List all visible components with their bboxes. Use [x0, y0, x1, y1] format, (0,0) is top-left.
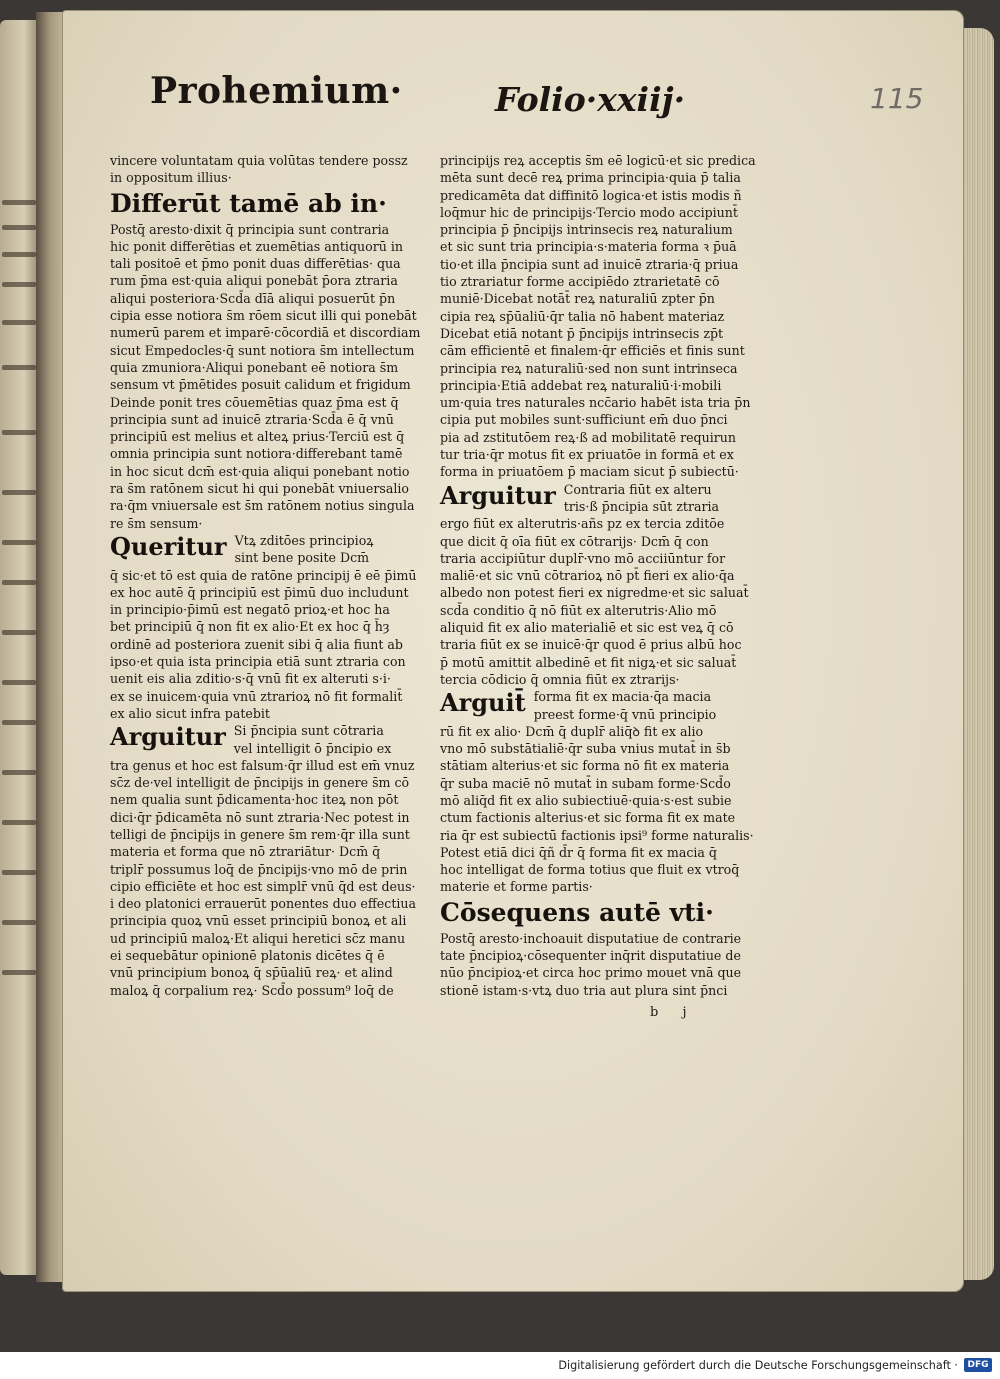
text-line: ud principiū maloꝝ·Et aliqui heretici sc̄z manu — [110, 930, 406, 946]
text-line: ctum factionis alterius·et sic forma fit ex mate — [440, 810, 736, 826]
text-line: tate p̄ncipioꝝ·cōsequenter inq̄rit disputatiue de — [440, 948, 741, 964]
text-line: quia zmuniora·Aliqui ponebant eē notiora s̄m — [110, 359, 399, 375]
text-line: maloꝝ q̄ corpalium reꝝ· Scd̄o possum⁹ loq̄ de — [110, 982, 394, 998]
text-line: loq̄mur hic de principijs·Tercio modo accipiunt̄ — [440, 204, 738, 220]
text-line: in oppositum illius· — [110, 170, 232, 186]
text-line: ex hoc autē q̄ principiū est p̄imū duo includunt — [110, 584, 409, 600]
text-line: principia sunt ad inuicē ztraria·Scd̄a ē q̄ vnū — [110, 411, 394, 427]
text-line: Deinde ponit tres cōuemētias quaz p̄ma est q̄ — [110, 394, 399, 410]
text-line: ria q̄r est subiectū factionis ipsi⁹ forme naturalis· — [440, 827, 754, 843]
text-line: q̄ sic·et tō est quia de ratōne principij ē eē p̄imū — [110, 567, 417, 583]
text-line: hoc intelligat de forma totius que fluit ex vtroq̄ — [440, 862, 740, 878]
text-line: vincere voluntatam quia volūtas tendere possz — [110, 153, 408, 168]
text-line: principijs reꝝ acceptis s̄m eē logicū·et sic predica — [440, 153, 756, 168]
text-line: tur tria·q̄r motus fit ex priuatōe in formā et ex — [440, 447, 734, 463]
text-line: materie et forme partis· — [440, 879, 593, 895]
left-lines-a — [110, 221, 421, 532]
text-line: in principio·p̄imū est negatō prioꝝ·et hoc ha — [110, 602, 390, 618]
left-column — [110, 152, 421, 999]
dfg-logo: DFG — [964, 1358, 992, 1372]
text-line: Postq̄ aresto·dixit q̄ principia sunt contraria — [110, 221, 390, 237]
text-line: hic ponit differētias et zuemētias antiquorū in — [110, 238, 403, 254]
text-line: i deo platonici errauerūt ponentes duo effectiua — [110, 896, 417, 912]
text-line: principia reꝝ naturaliū·sed non sunt intrinseca — [440, 360, 738, 376]
text-line: cipia esse notiora s̄m rōem sicut illi qui ponebāt — [110, 308, 417, 324]
text-line: mō aliq̄d fit ex alio subiectiuē·quia·s·est subie — [440, 792, 732, 808]
text-line: tio·et illa p̄ncipia sunt ad inuicē ztraria·q̄ priua — [440, 256, 739, 272]
text-line: aliqui posteriora·Scd̄a dīā aliqui posuerūt p̄n — [110, 290, 396, 306]
text-line: preest forme·q̄ vnū principio — [533, 706, 717, 722]
text-line: ex alio sicut infra patebit — [110, 705, 270, 721]
text-line: rum p̄ma est·quia aliqui ponebāt p̄ora ztraria — [110, 273, 398, 289]
text-line: ra·q̄m vniuersale est s̄m ratōnem notius singula — [110, 498, 415, 514]
text-line: ipso·et quia ista principia etiā sunt ztraria con — [110, 654, 406, 670]
text-line: forma in priuatōem p̄ maciam sicut p̄ subiectū· — [440, 464, 739, 480]
right-column — [440, 152, 756, 999]
text-line: Dicebat etiā notant p̄ p̄ncipijs intrinsecis zp̄t — [440, 325, 724, 341]
text-line: Postq̄ aresto·inchoauit disputatiue de contrarie — [440, 930, 742, 946]
text-line: et sic sunt tria principia·s·materia forma ꝛ p̄uā — [440, 239, 737, 255]
text-line: triplr̄ possumus loq̄ de p̄ncipijs·vno mō de prin — [110, 861, 408, 877]
text-line: omnia principia sunt notiora·differebant tamē — [110, 446, 403, 462]
text-line: forma fit ex macia·q̄a macia — [533, 689, 712, 705]
text-line: mēta sunt decē reꝝ prima principia·quia p̄ talia — [440, 170, 741, 186]
text-line: Contraria fiūt ex alteru — [563, 481, 712, 497]
left-top-lines — [110, 152, 408, 187]
right-lines-d — [440, 930, 742, 999]
text-line: in hoc sicut dcm̄ est·quia aliqui ponebant notio — [110, 463, 410, 479]
text-line: ei sequebātur opinionē platonis dicētes q̄ ē — [110, 948, 385, 964]
text-line: tris·ß p̄ncipia sūt ztraria — [563, 498, 720, 514]
text-line: principia·Etiā addebat reꝝ naturaliū·i·mobili — [440, 377, 722, 393]
text-line: um·quia tres naturales ncc̄ario habēt ista tria p̄n — [440, 395, 751, 411]
text-line: vnū principium bonoꝝ q̄ sp̄ūaliū reꝝ· et alind — [110, 965, 393, 981]
text-line: Vtꝝ zditōes principioꝝ — [234, 532, 374, 548]
lead-word-arguitur-right: Arguitur — [440, 480, 556, 510]
section-heading-consequens: Cōsequens autē vti· — [440, 897, 714, 927]
text-line: Potest etiā dici q̄ñ d̄r q̄ forma fit ex macia q̄ — [440, 844, 717, 860]
lead-word-queritur: Queritur — [110, 531, 227, 561]
footer-bar — [0, 1352, 1000, 1379]
left-page-edge — [0, 20, 40, 1275]
lead-block-queritur — [110, 532, 400, 567]
text-line: sint bene posite Dcm̄ — [234, 550, 370, 566]
text-line: stionē istam·s·vtꝝ duo tria aut plura sint p̄nci — [440, 982, 728, 998]
text-line: cipia reꝝ sp̄ūaliū·q̄r talia nō habent materiaz — [440, 308, 725, 324]
right-lines-c — [440, 723, 754, 896]
text-line: stātiam alterius·et sic forma nō fit ex materia — [440, 758, 730, 774]
text-line: traria fiūt ex se inuicē·q̄r quod ē prius albū hoc — [440, 637, 742, 653]
text-line: principia p̄ p̄ncipijs intrinsecis reꝝ naturalium — [440, 222, 733, 238]
text-line: ordinē ad posteriora zuenit sibi q̄ alia fiunt ab — [110, 636, 403, 652]
folio-number: Folio·xxiij· — [495, 80, 686, 119]
text-line: ergo fiūt ex alterutris·añs pz ex tercia zditōe — [440, 516, 725, 532]
text-line: ra s̄m ratōnem sicut hi qui ponebāt vniuersalio — [110, 481, 409, 497]
pencil-page-number: 115 — [870, 82, 924, 115]
text-line: bet principiū q̄ non fit ex alio·Et ex hoc q̄ h̄ȝ — [110, 619, 390, 635]
section-heading-differunt: Differūt tamē ab in· — [110, 188, 387, 218]
text-line: vno mō substātialiē·q̄r suba vnius mutat̄ in s̄b — [440, 741, 731, 757]
right-lines-b — [440, 515, 749, 688]
text-line: q̄r suba maciē nō mutat̄ in subam forme·Scd̄o — [440, 775, 731, 791]
text-line: cipia put mobiles sunt·sufficiunt em̄ duo p̄nci — [440, 412, 728, 428]
text-line: rū fit ex alio· Dcm̄ q̄ duplr̄ aliq̄ꝺ fit ex alio — [440, 723, 704, 739]
text-line: albedo non potest fieri ex nigredme·et sic saluat̄ — [440, 585, 749, 601]
text-line: sc̄z de·vel intelligit de p̄ncipijs in genere s̄m cō — [110, 775, 410, 791]
lead-word-arguitur: Arguitur — [110, 722, 226, 752]
text-line: tali positoē et p̄mo ponit duas differētias· qua — [110, 256, 401, 272]
text-line: Si p̄ncipia sunt cōtraria — [233, 723, 384, 739]
left-lines-c — [110, 757, 417, 999]
text-line: tercia cōdicio q̄ omnia fiūt ex ztrarijs· — [440, 671, 680, 687]
right-lines-a — [440, 152, 756, 481]
text-line: maliē·et sic vnū cōtrarioꝝ nō pt̄ fieri ex alio·q̄a — [440, 568, 735, 584]
text-line: sensum vt p̄mētides posuit calidum et frigidum — [110, 377, 411, 393]
running-head: Prohemium· — [150, 70, 403, 112]
funding-notice: Digitalisierung gefördert durch die Deutsche Forschungsgemeinschaft · — [558, 1359, 958, 1372]
text-line: cipio efficiēte et hoc est simplr̄ vnū q̄d est deus· — [110, 878, 416, 894]
text-line: vel intelligit ō p̄ncipio ex — [233, 740, 392, 756]
text-line: pia ad zstitutōem reꝝ·ß ad mobilitatē requirun — [440, 429, 736, 445]
text-line: cām efficientē et finalem·q̄r efficiēs et finis sunt — [440, 343, 745, 359]
text-line: tio ztrariatur forme accipiēdo ztrarietatē cō — [440, 274, 720, 290]
text-line: principiū est melius et alteꝝ prius·Terciū est q̄ — [110, 429, 405, 445]
text-line: dici·q̄r p̄dicamēta nō sunt ztraria·Nec potest in — [110, 809, 410, 825]
text-line: materia et forma que nō ztrariātur· Dcm̄ q̄ — [110, 844, 381, 860]
text-line: predicamēta dat diffinitō logica·et istis modis ñ — [440, 187, 742, 203]
text-line: aliquid fit ex alio materialiē et sic est veꝝ q̄ cō — [440, 620, 734, 636]
text-line: nem qualia sunt p̄dicamenta·hoc iteꝝ non pōt — [110, 792, 399, 808]
lead-block-arguitur — [110, 722, 400, 757]
text-line: p̄ motū amittit albedinē et fit nigꝝ·et sic saluat̄ — [440, 654, 737, 670]
text-line: re s̄m sensum· — [110, 515, 203, 531]
text-line: tra genus et hoc est falsum·q̄r illud est em̄ vnuz — [110, 757, 415, 773]
text-line: principia quoꝝ vnū esset principiū bonoꝝ et ali — [110, 913, 407, 929]
text-line: nūo p̄ncipioꝝ·et circa hoc primo mouet vnā que — [440, 965, 742, 981]
text-line: traria accipiūtur duplr̄·vno mō acciiūntur for — [440, 550, 726, 566]
text-line: numerū parem et imparē·cōcordiā et discordiam — [110, 325, 421, 341]
text-line: muniē·Dicebat notāt̄ reꝝ naturaliū zpter p̄n — [440, 291, 715, 307]
signature-mark: b j — [650, 1005, 697, 1020]
lead-block-arguit — [440, 688, 720, 723]
left-lines-b — [110, 567, 417, 723]
text-line: sicut Empedocles·q̄ sunt notiora s̄m intellectum — [110, 342, 415, 358]
lead-word-arguit: Arguit̄ — [440, 688, 526, 718]
text-line: telligi de p̄ncipijs in genere s̄m rem·q̄r illa sunt — [110, 826, 410, 842]
text-line: scd̄a conditio q̄ nō fiūt ex alterutris·Alio mō — [440, 602, 717, 618]
text-line: ex se inuicem·quia vnū ztrarioꝝ nō fit formalit̄ — [110, 688, 403, 704]
lead-block-arguitur-right — [440, 481, 720, 516]
text-line: que dicit q̄ oīa fiūt ex cōtrarijs· Dcm̄ q̄ con — [440, 533, 709, 549]
text-line: uenit eis alia zditio·s·q̄ vnū fit ex alteruti s·i· — [110, 671, 391, 687]
